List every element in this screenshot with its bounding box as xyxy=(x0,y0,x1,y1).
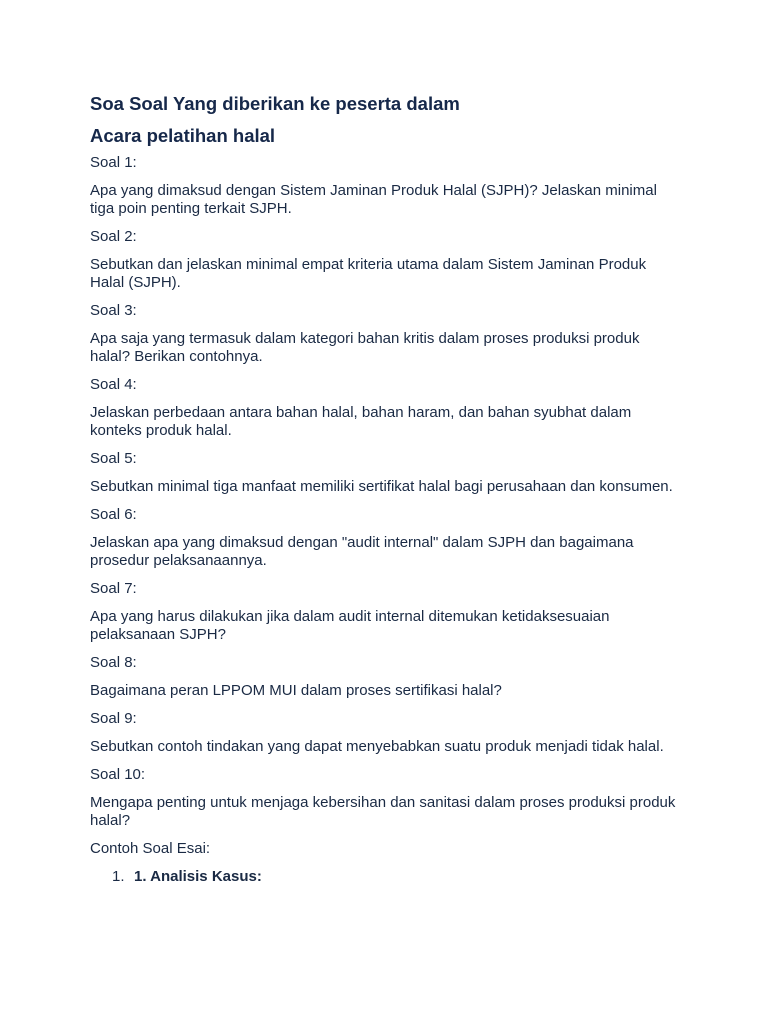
question-text: Jelaskan apa yang dimaksud dengan "audit internal" dalam SJPH dan bagaimana prosedur pelaksanaannya. xyxy=(90,534,634,569)
question-label: Soal 2: xyxy=(90,228,137,245)
question-text: Apa yang dimaksud dengan Sistem Jaminan Produk Halal (SJPH)? Jelaskan minimal tiga poin penting terkait SJPH. xyxy=(90,182,657,217)
question-text: Bagaimana peran LPPOM MUI dalam proses sertifikasi halal? xyxy=(90,682,502,699)
question-label: Soal 10: xyxy=(90,766,146,783)
essay-item-number: 1. xyxy=(112,868,125,885)
question-item xyxy=(90,376,680,440)
question-text: Sebutkan minimal tiga manfaat memiliki sertifikat halal bagi perusahaan dan konsumen. xyxy=(90,478,673,495)
essay-item-text: 1. Analisis Kasus: xyxy=(134,868,262,885)
question-label: Soal 7: xyxy=(90,580,137,597)
question-item xyxy=(90,710,680,756)
question-label: Soal 5: xyxy=(90,450,137,467)
question-item xyxy=(90,766,680,830)
essay-list-item xyxy=(90,868,680,886)
question-text: Apa saja yang termasuk dalam kategori bahan kritis dalam proses produksi produk halal? Berikan contohnya. xyxy=(90,330,640,365)
question-item xyxy=(90,450,680,496)
document-page xyxy=(90,92,680,886)
question-item xyxy=(90,302,680,366)
question-label: Soal 4: xyxy=(90,376,137,393)
question-text: Apa yang harus dilakukan jika dalam audit internal ditemukan ketidaksesuaian pelaksanaan SJPH? xyxy=(90,608,610,643)
question-label: Soal 3: xyxy=(90,302,137,319)
question-label: Soal 8: xyxy=(90,654,137,671)
essay-list xyxy=(90,868,680,886)
question-text: Sebutkan contoh tindakan yang dapat menyebabkan suatu produk menjadi tidak halal. xyxy=(90,738,664,755)
question-text: Mengapa penting untuk menjaga kebersihan dan sanitasi dalam proses produksi produk halal? xyxy=(90,794,676,829)
essay-heading: Contoh Soal Esai: xyxy=(90,840,211,857)
question-item xyxy=(90,506,680,570)
document-title-line-2: Acara pelatihan halal xyxy=(90,125,276,146)
question-item xyxy=(90,154,680,218)
question-text: Jelaskan perbedaan antara bahan halal, bahan haram, dan bahan syubhat dalam konteks produk halal. xyxy=(90,404,632,439)
question-label: Soal 1: xyxy=(90,154,137,171)
question-text: Sebutkan dan jelaskan minimal empat kriteria utama dalam Sistem Jaminan Produk Halal (SJPH). xyxy=(90,256,647,291)
question-item xyxy=(90,654,680,700)
document-title-line-1: Soa Soal Yang diberikan ke peserta dalam xyxy=(90,93,460,114)
question-label: Soal 6: xyxy=(90,506,137,523)
question-item xyxy=(90,228,680,292)
question-list xyxy=(90,154,680,830)
question-item xyxy=(90,580,680,644)
question-label: Soal 9: xyxy=(90,710,137,727)
